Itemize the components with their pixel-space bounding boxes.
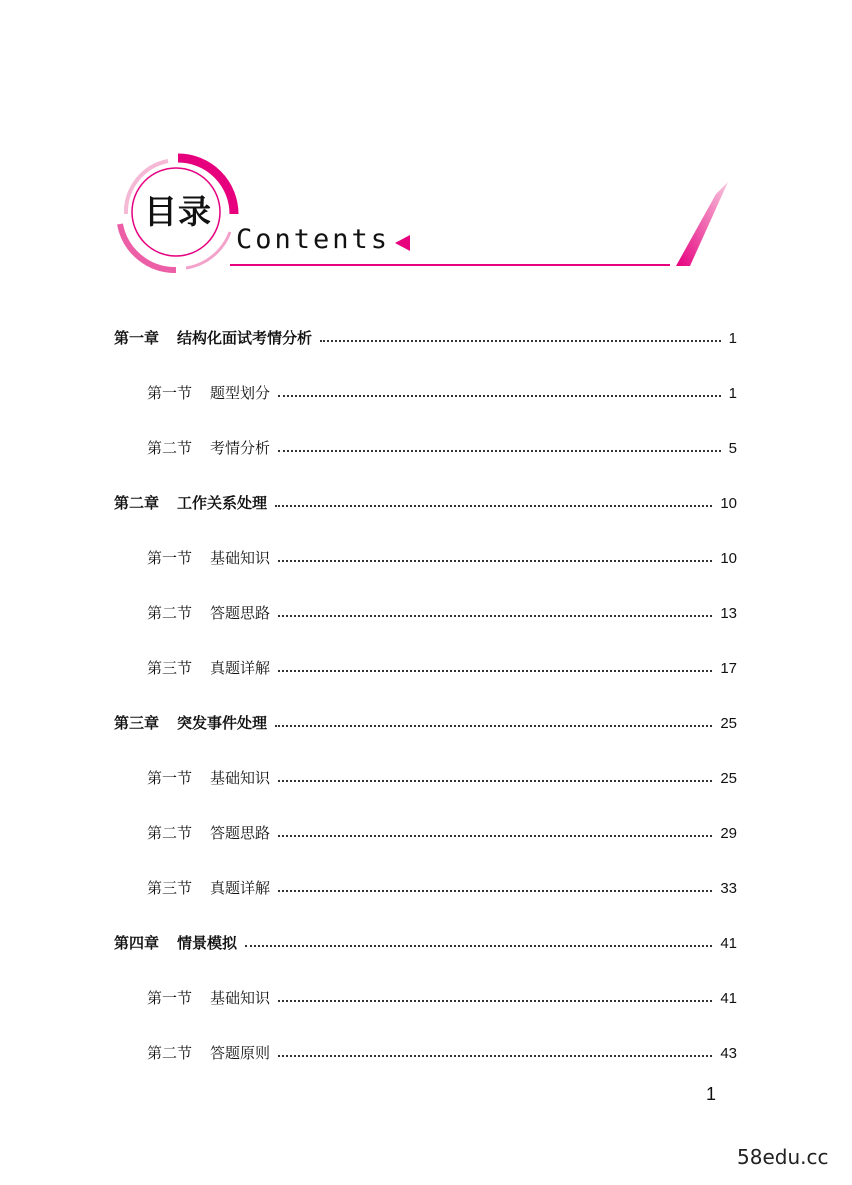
- toc-page-number: 25: [720, 715, 737, 732]
- toc-leader-dots: [278, 669, 712, 672]
- toc-section[interactable]: [147, 821, 737, 845]
- toc-title: 答题原则: [210, 1044, 271, 1062]
- toc-leader-dots: [278, 889, 712, 892]
- title-en: Contents: [236, 224, 391, 255]
- toc-section[interactable]: [147, 546, 737, 570]
- toc-leader-dots: [278, 449, 721, 452]
- title-zh: 目录: [144, 192, 212, 231]
- toc-title: 基础知识: [210, 989, 271, 1007]
- toc-section[interactable]: [147, 656, 737, 680]
- toc-title: 基础知识: [210, 549, 271, 567]
- toc-title: 题型划分: [210, 384, 271, 402]
- toc-section[interactable]: [147, 986, 737, 1010]
- toc-page-number: 41: [720, 990, 737, 1007]
- toc-label: 第二章: [114, 494, 160, 512]
- toc-chapter[interactable]: [114, 326, 737, 350]
- toc-title: 答题思路: [210, 604, 271, 622]
- toc-page-number: 41: [720, 935, 737, 952]
- toc-chapter[interactable]: [114, 711, 737, 735]
- toc-label: 第一节: [147, 989, 193, 1007]
- toc-label: 第四章: [114, 934, 160, 952]
- toc-title: 答题思路: [210, 824, 271, 842]
- toc-page-number: 10: [720, 550, 737, 567]
- toc-chapter[interactable]: [114, 931, 737, 955]
- page-number: 1: [706, 1084, 717, 1104]
- toc-leader-dots: [278, 779, 712, 782]
- toc-page-number: 5: [728, 440, 737, 457]
- toc-leader-dots: [320, 339, 721, 342]
- toc-title: 结构化面试考情分析: [177, 329, 313, 347]
- toc-label: 第一节: [147, 769, 193, 787]
- toc-page-number: 43: [720, 1045, 737, 1062]
- toc-page-number: 33: [720, 880, 737, 897]
- toc-leader-dots: [278, 559, 712, 562]
- toc-leader-dots: [245, 944, 712, 947]
- toc-leader-dots: [278, 1054, 712, 1057]
- toc-label: 第三节: [147, 659, 193, 677]
- toc-label: 第三节: [147, 879, 193, 897]
- toc-section[interactable]: [147, 876, 737, 900]
- toc-title: 真题详解: [210, 659, 271, 677]
- toc-label: 第二节: [147, 824, 193, 842]
- toc-leader-dots: [275, 724, 712, 727]
- toc-label: 第一节: [147, 384, 193, 402]
- watermark: 58edu.cc: [737, 1145, 829, 1169]
- toc-section[interactable]: [147, 1041, 737, 1065]
- toc-page-number: 13: [720, 605, 737, 622]
- toc-section[interactable]: [147, 381, 737, 405]
- toc-leader-dots: [278, 999, 712, 1002]
- toc-title: 真题详解: [210, 879, 271, 897]
- toc-title: 基础知识: [210, 769, 271, 787]
- toc-label: 第一章: [114, 329, 160, 347]
- toc-page-number: 25: [720, 770, 737, 787]
- toc-title: 情景模拟: [177, 934, 238, 952]
- toc-title: 突发事件处理: [177, 714, 268, 732]
- toc-label: 第一节: [147, 549, 193, 567]
- toc-leader-dots: [278, 834, 712, 837]
- toc-page-number: 10: [720, 495, 737, 512]
- toc-title: 考情分析: [210, 439, 271, 457]
- toc-leader-dots: [278, 394, 721, 397]
- toc-title: 工作关系处理: [177, 494, 268, 512]
- toc-page-number: 17: [720, 660, 737, 677]
- toc-label: 第三章: [114, 714, 160, 732]
- toc-page-number: 29: [720, 825, 737, 842]
- toc-chapter[interactable]: [114, 491, 737, 515]
- toc-page-number: 1: [728, 385, 737, 402]
- toc-label: 第二节: [147, 1044, 193, 1062]
- toc-section[interactable]: [147, 436, 737, 460]
- toc-label: 第二节: [147, 439, 193, 457]
- toc-label: 第二节: [147, 604, 193, 622]
- toc-section[interactable]: [147, 766, 737, 790]
- toc-leader-dots: [275, 504, 712, 507]
- toc-section[interactable]: [147, 601, 737, 625]
- toc-page-number: 1: [728, 330, 737, 347]
- toc-leader-dots: [278, 614, 712, 617]
